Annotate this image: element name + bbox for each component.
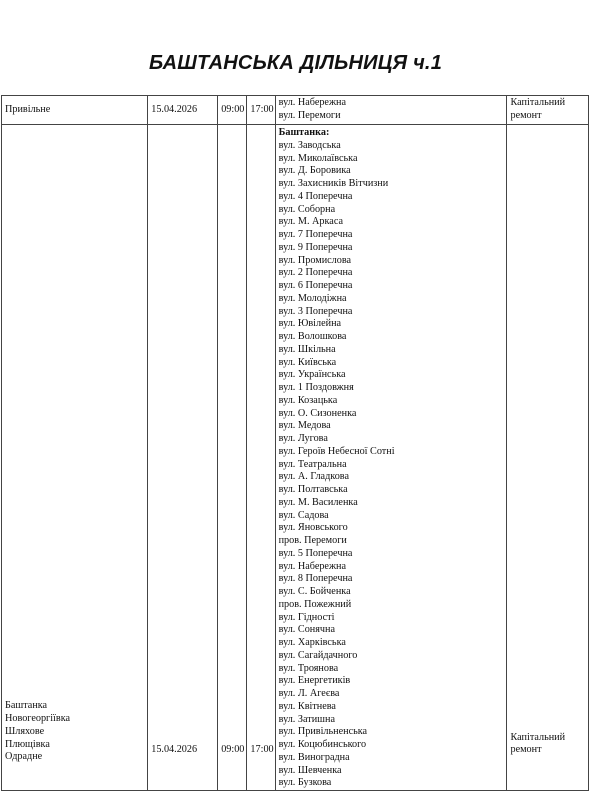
street-name: вул. Шевченка (278, 764, 342, 776)
time-to-cell: 17:00 (247, 125, 275, 791)
time-from-cell: 09:00 (218, 125, 247, 791)
settlements-cell (2, 96, 148, 125)
street-name: вул. Сагайдачного (278, 649, 358, 661)
work-type-cell: Капітальний ремонт (507, 125, 589, 791)
street-name: вул. 1 Поздовжня (278, 382, 354, 393)
street-name: вул. Коцюбинського (278, 739, 367, 750)
street-name: вул. Садова (278, 509, 329, 521)
street-name: вул. Квітнева (278, 700, 336, 712)
settlement-name: Привільне (5, 103, 51, 115)
street-name: вул. Заводська (278, 139, 341, 151)
street-name: вул. С. Бойченка (278, 586, 351, 597)
streets-cell (275, 125, 507, 791)
street-name: вул. Лугова (278, 433, 328, 444)
street-name: вул. Промислова (278, 254, 352, 266)
street-name: вул. 6 Поперечна (278, 280, 353, 291)
street-name: вул. О. Сизоненка (278, 407, 357, 419)
work-type-cell: Капітальний ремонт (507, 96, 589, 125)
street-name: вул. Театральна (278, 458, 347, 470)
settlement-name: Одрадне (5, 751, 43, 763)
table-row (2, 125, 589, 791)
street-name: вул. Українська (278, 369, 346, 381)
street-name: вул. 5 Поперечна (278, 547, 353, 559)
table-row (2, 96, 589, 125)
street-name: вул. Затишна (278, 713, 335, 725)
street-name: вул. Привільненська (278, 726, 368, 738)
street-name: вул. Набережна (278, 560, 346, 572)
street-name: вул. 2 Поперечна (278, 267, 353, 279)
street-name: вул. Полтавська (278, 484, 348, 495)
street-name: вул. Виноградна (278, 751, 350, 763)
street-name: вул. 4 Поперечна (278, 190, 353, 202)
street-name: вул. 8 Поперечна (278, 573, 353, 585)
street-name: вул. Л. Агеєва (278, 688, 340, 699)
street-name: вул. Сонячна (278, 624, 336, 636)
street-name: вул. 3 Поперечна (278, 305, 353, 317)
settlements-cell (2, 125, 148, 791)
street-name: вул. Д. Боровика (278, 165, 351, 177)
street-name: вул. Гідності (278, 611, 335, 623)
street-name: вул. Захисників Вітчизни (278, 178, 389, 189)
street-name: пров. Перемоги (278, 535, 347, 546)
street-name: вул. Соборна (278, 203, 336, 215)
street-name: вул. Перемоги (278, 110, 341, 121)
street-name: вул. Троянова (278, 662, 339, 674)
street-group-title: Баштанка: (278, 127, 330, 138)
street-name: вул. Яновського (278, 522, 348, 534)
street-name: вул. Миколаївська (278, 152, 358, 164)
street-name: вул. Шкільна (278, 343, 336, 355)
street-name: вул. А. Гладкова (278, 471, 349, 483)
street-name: вул. Ювілейна (278, 318, 342, 330)
street-name: вул. Волошкова (278, 331, 347, 342)
date-cell: 15.04.2026 (148, 125, 218, 791)
settlement-name: Шляхове (5, 725, 45, 737)
street-name: вул. Молодіжна (278, 292, 347, 304)
time-to-cell: 17:00 (247, 96, 275, 125)
street-name: вул. М. Василенка (278, 496, 358, 508)
page-title: БАШТАНСЬКА ДІЛЬНИЦЯ ч.1 (148, 52, 443, 74)
street-name: вул. Героїв Небесної Сотні (278, 445, 395, 457)
street-name: вул. Набережна (278, 97, 346, 109)
street-name: вул. М. Аркаса (278, 216, 343, 228)
outage-schedule-table (1, 95, 589, 791)
street-name: пров. Пожежний (278, 598, 352, 610)
settlement-name: Плющівка (5, 738, 50, 750)
streets-cell (275, 96, 507, 125)
settlement-name: Новогеоргіївка (5, 713, 71, 724)
street-name: вул. 9 Поперечна (278, 241, 353, 253)
street-name: вул. Бузкова (278, 777, 332, 789)
street-name: вул. Медова (278, 420, 331, 432)
street-name: вул. Енергетиків (278, 675, 351, 687)
time-from-cell: 09:00 (218, 96, 247, 125)
date-cell: 15.04.2026 (148, 96, 218, 125)
settlement-name: Баштанка (5, 700, 48, 712)
street-name: вул. Козацька (278, 394, 338, 406)
street-name: вул. Харківська (278, 637, 346, 648)
street-name: вул. Київська (278, 356, 337, 368)
street-name: вул. 7 Поперечна (278, 229, 353, 240)
